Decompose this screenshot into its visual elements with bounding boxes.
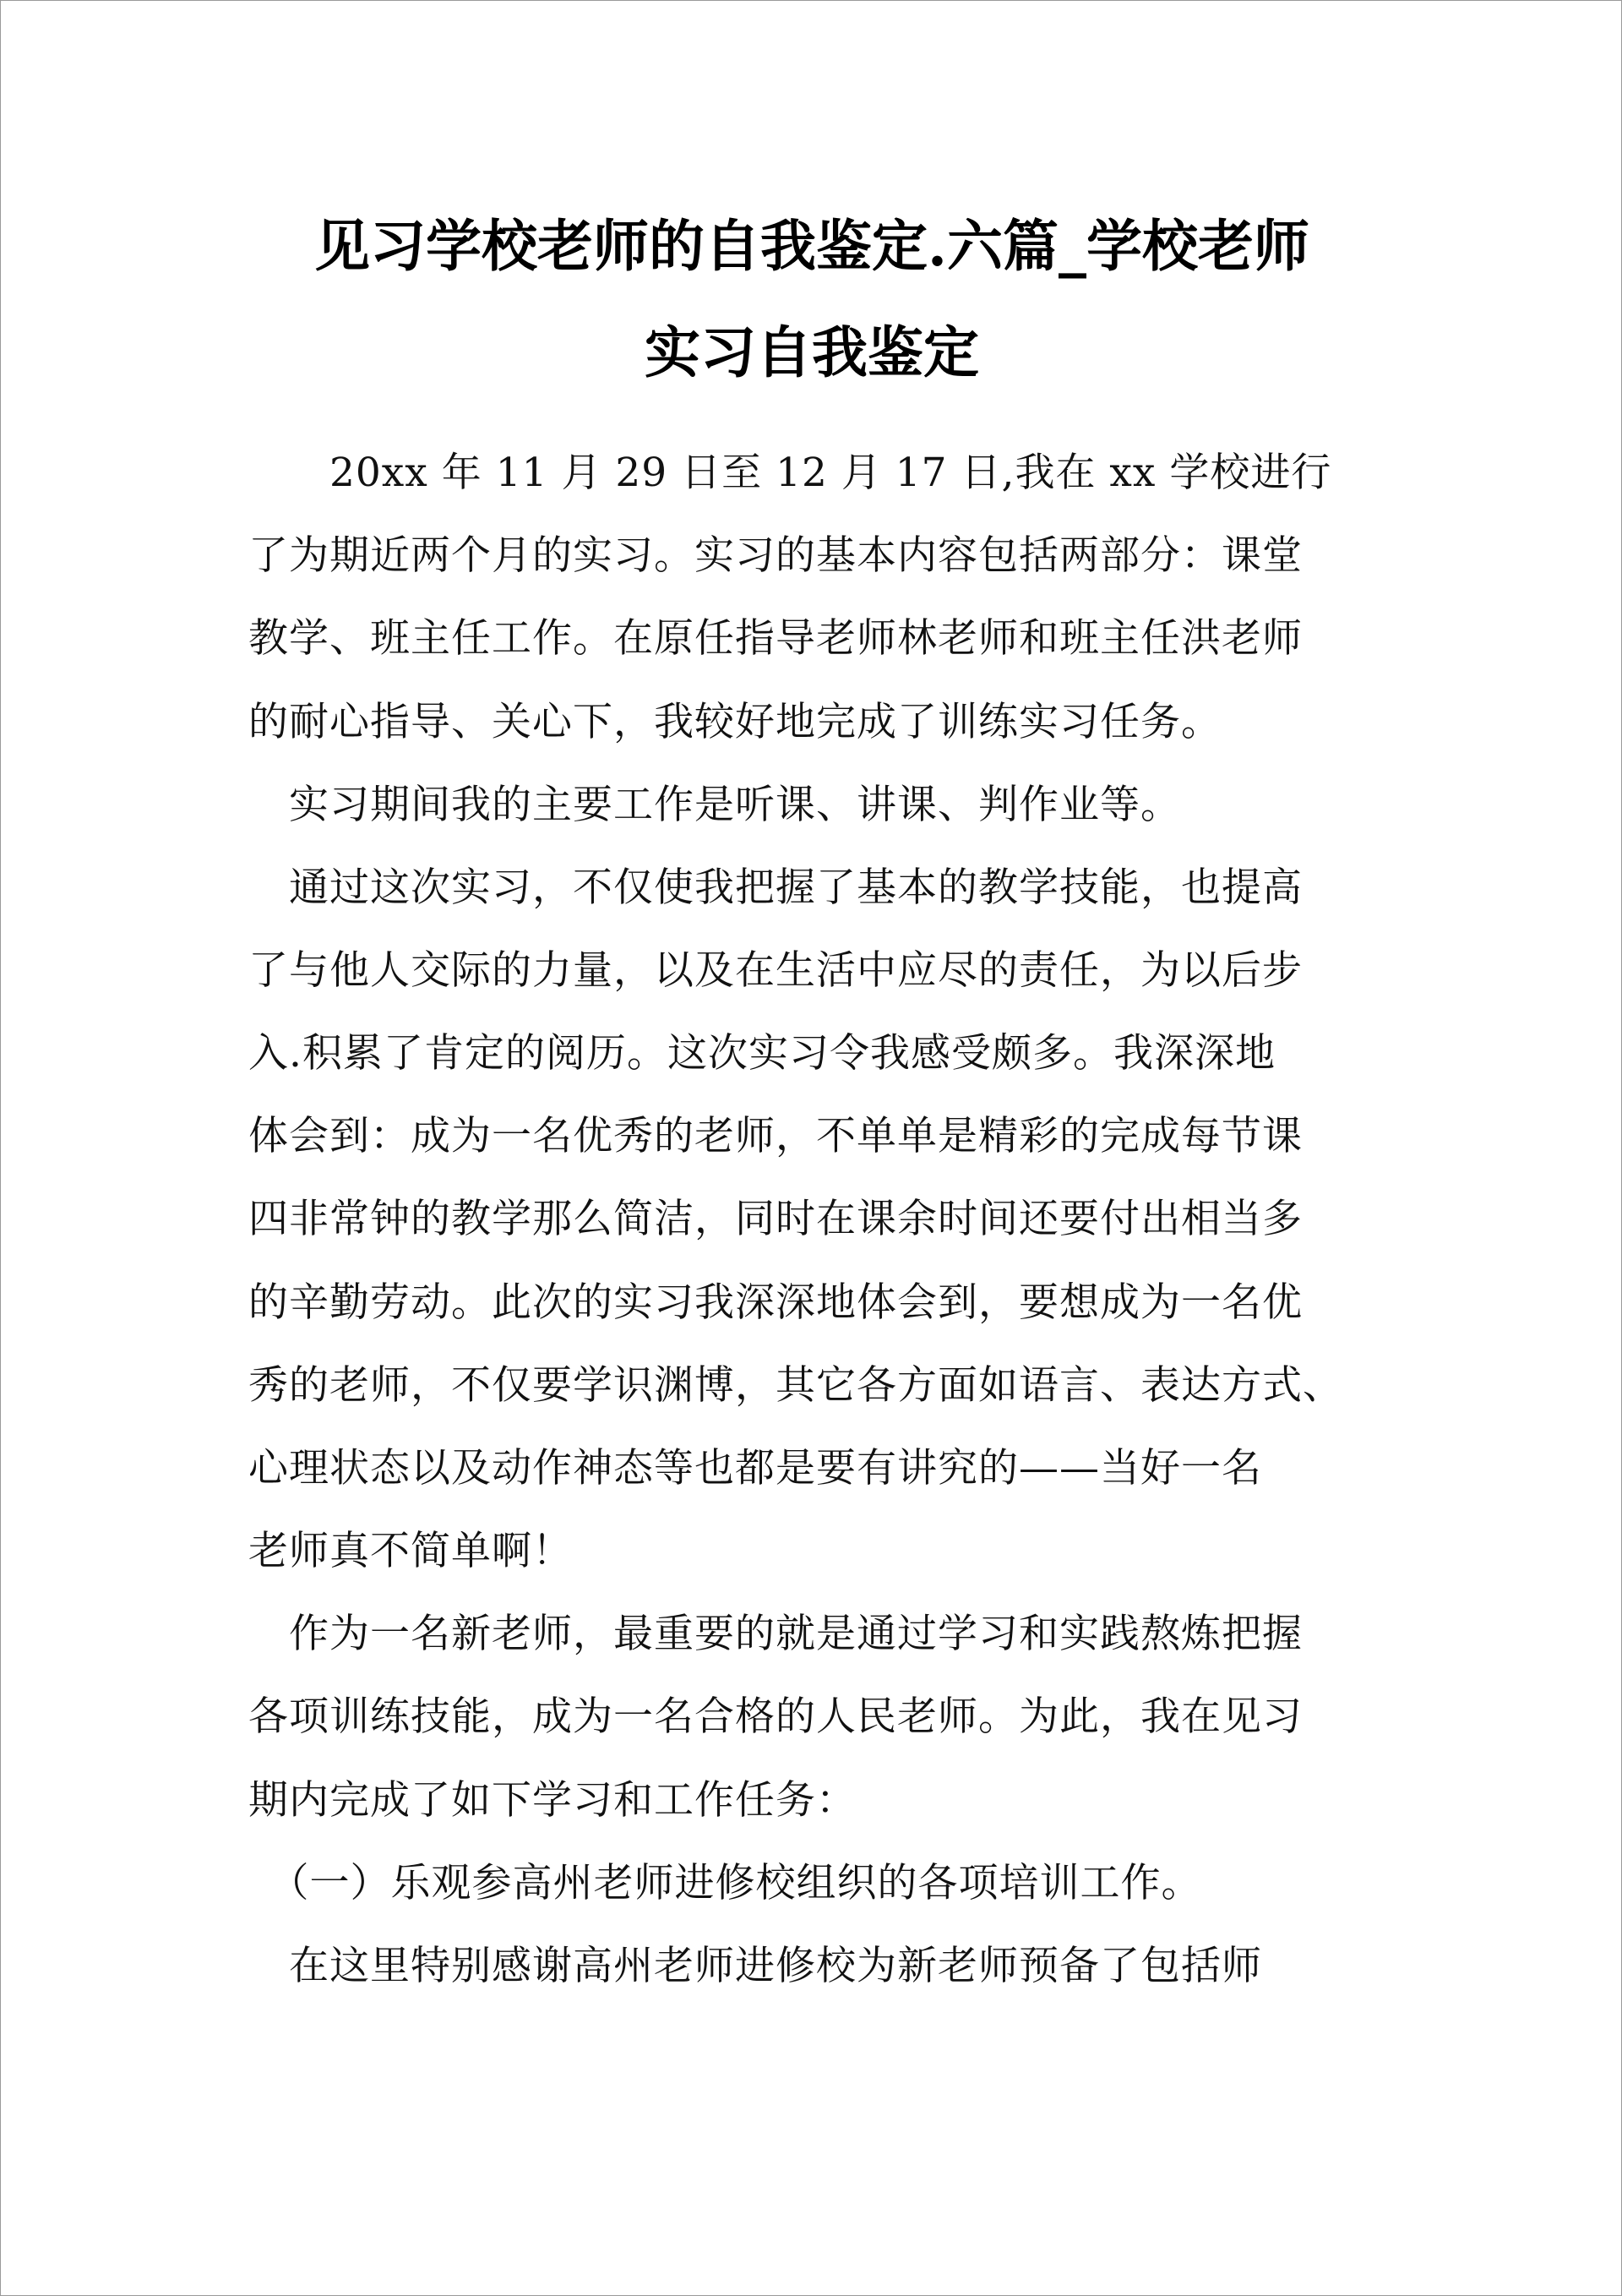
body-text-line: 心理状态以及动作神态等也都是要有讲究的——当好一名	[248, 1445, 1262, 1492]
body-text-line: 了为期近两个月的实习。实习的基本内容包括两部分：课堂	[248, 532, 1303, 579]
body-text-line: 20xx 年 11 月 29 日至 12 月 17 日,我在 xx 学校进行	[248, 450, 1332, 496]
body-text-line: 在这里特别感谢高州老师进修校为新老师预备了包括师	[248, 1943, 1262, 1989]
body-text-line: 实习期间我的主要工作是听课、讲课、判作业等。	[248, 782, 1181, 828]
body-text-line: 了与他人交际的力量，以及在生活中应尽的责任，为以后步	[248, 947, 1303, 994]
body-text-line: 的耐心指导、关心下，我较好地完成了训练实习任务。	[248, 699, 1222, 745]
body-text-line: 老师真不简单啊！	[248, 1528, 573, 1574]
body-text-line: 秀的老师，不仅要学识渊博，其它各方面如语言、表达方式、	[248, 1362, 1343, 1409]
body-text-line: 各项训练技能，成为一名合格的人民老师。为此，我在见习	[248, 1693, 1303, 1740]
body-text-line: 通过这次实习，不仅使我把握了基本的教学技能，也提高	[248, 864, 1303, 911]
body-text-line: 的辛勤劳动。此次的实习我深深地体会到，要想成为一名优	[248, 1279, 1303, 1326]
body-text-line: （一）乐观参高州老师进修校组织的各项培训工作。	[248, 1860, 1202, 1906]
body-text-line: 期内完成了如下学习和工作任务：	[248, 1777, 857, 1824]
body-text-line: 四非常钟的教学那么简洁，同时在课余时间还要付出相当多	[248, 1196, 1303, 1242]
body-text-line: 作为一名新老师，最重要的就是通过学习和实践熬炼把握	[248, 1611, 1303, 1657]
body-text-line: 入.积累了肯定的阅历。这次实习令我感受颇多。我深深地	[248, 1030, 1276, 1077]
body-text-line: 体会到：成为一名优秀的老师，不单单是精彩的完成每节课	[248, 1113, 1303, 1159]
body-text-line: 教学、班主任工作。在原任指导老师林老师和班主任洪老师	[248, 615, 1303, 662]
document-title-line-2: 实习自我鉴定	[645, 319, 979, 385]
document-title-line-1: 见习学校老师的自我鉴定.六篇_学校老师	[314, 213, 1309, 279]
